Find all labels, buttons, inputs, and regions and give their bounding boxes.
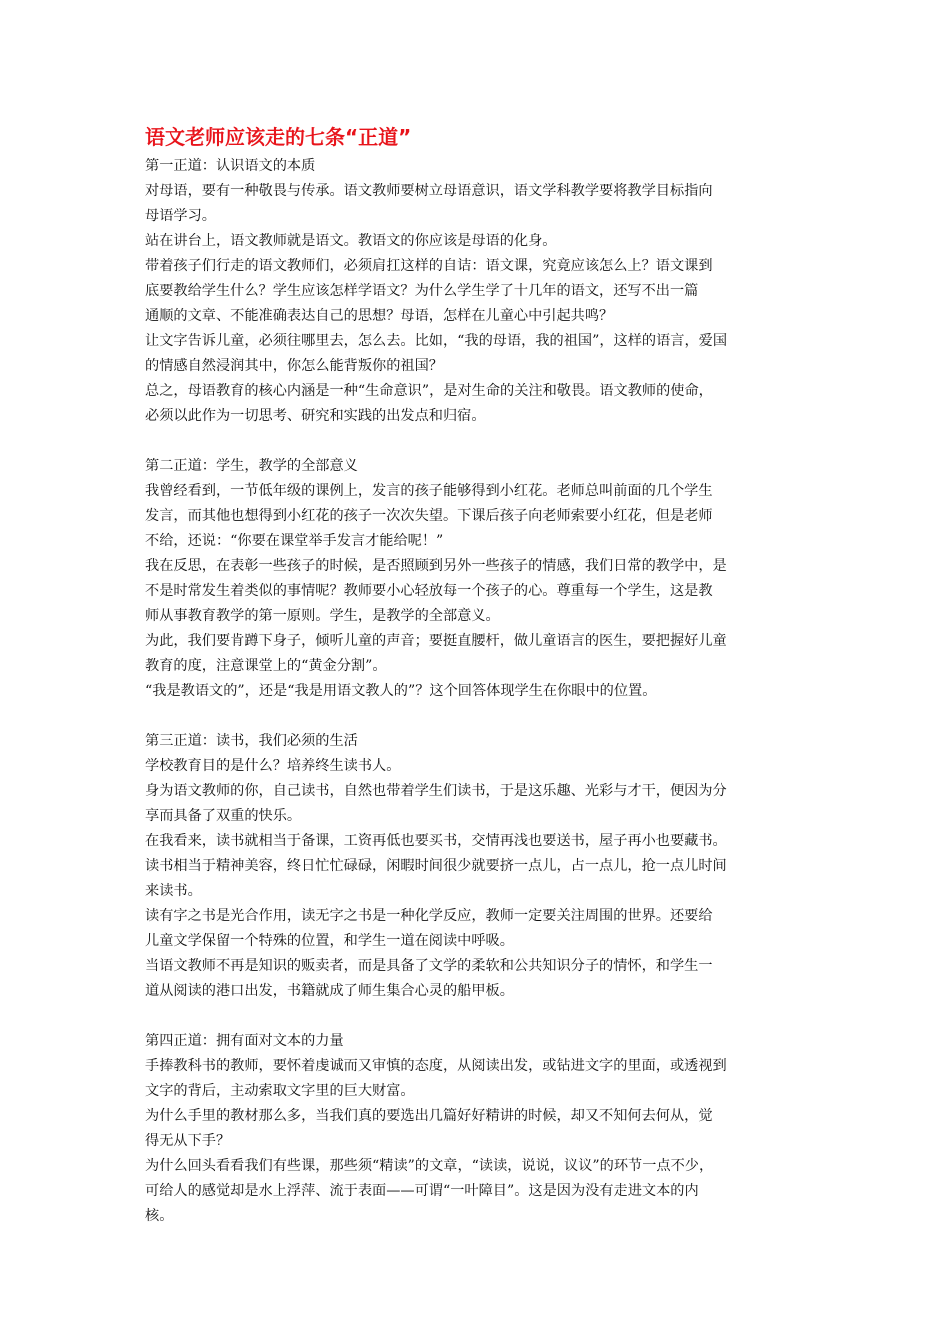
paragraph-line: 学校教育目的是什么？培养终生读书人。: [145, 758, 401, 774]
paragraph-line: 我曾经看到，一节低年级的课例上，发言的孩子能够得到小红花。老师总叫前面的几个学生: [145, 483, 713, 499]
paragraph-line: 对母语，要有一种敬畏与传承。语文教师要树立母语意识，语文学科教学要将教学目标指向: [145, 183, 713, 199]
paragraph-line: 道从阅读的港口出发，书籍就成了师生集合心灵的船甲板。: [145, 983, 514, 999]
paragraph-line: 文字的背后，主动索取文字里的巨大财富。: [145, 1083, 415, 1099]
section-heading: 第四正道：拥有面对文本的力量: [145, 1033, 344, 1049]
paragraph-line: 来读书。: [145, 883, 202, 899]
section-2: [145, 454, 813, 704]
paragraph-line: 带着孩子们行走的语文教师们，必须肩扛这样的自诘：语文课，究竟应该怎么上？语文课到: [145, 258, 713, 274]
paragraph-line: 手捧教科书的教师，要怀着虔诚而又审慎的态度，从阅读出发，或钻进文字的里面，或透视到: [145, 1058, 727, 1074]
paragraph-line: 师从事教育教学的第一原则。学生，是教学的全部意义。: [145, 608, 500, 624]
paragraph-line: 读有字之书是光合作用，读无字之书是一种化学反应，教师一定要关注周围的世界。还要给: [145, 908, 713, 924]
paragraph-line: 享而具备了双重的快乐。: [145, 808, 302, 824]
paragraph-line: 发言，而其他也想得到小红花的孩子一次次失望。下课后孩子向老师索要小红花，但是老师: [145, 508, 713, 524]
section-heading: 第一正道：认识语文的本质: [145, 158, 316, 174]
paragraph-line: 不给，还说：“你要在课堂举手发言才能给呢！”: [145, 533, 444, 549]
paragraph-line: “我是教语文的”，还是“我是用语文教人的”？这个回答体现学生在你眼中的位置。: [145, 683, 657, 699]
paragraph-line: 的情感自然浸润其中，你怎么能背叛你的祖国？: [145, 358, 443, 374]
paragraph-line: 读书相当于精神美容，终日忙忙碌碌，闲暇时间很少就要挤一点儿，占一点儿，抢一点儿时间: [145, 858, 727, 874]
section-1: [145, 154, 813, 429]
section-4: [145, 1029, 813, 1229]
paragraph-line: 我在反思，在表彰一些孩子的时候，是否照顾到另外一些孩子的情感，我们日常的教学中，是: [145, 558, 727, 574]
paragraph-line: 为此，我们要肯蹲下身子，倾听儿童的声音；要挺直腰杆，做儿童语言的医生，要把握好儿童: [145, 633, 727, 649]
paragraph-line: 母语学习。: [145, 208, 216, 224]
paragraph-line: 总之，母语教育的核心内涵是一种“生命意识”，是对生命的关注和敬畏。语文教师的使命，: [145, 383, 713, 399]
document-title: 语文老师应该走的七条“正道”: [145, 125, 412, 149]
paragraph-line: 教育的度，注意课堂上的“黄金分割”。: [145, 658, 387, 674]
paragraph-line: 当语文教师不再是知识的贩卖者，而是具备了文学的柔软和公共知识分子的情怀，和学生一: [145, 958, 713, 974]
document-body: [145, 154, 813, 1229]
paragraph-line: 不是时常发生着类似的事情呢？教师要小心轻放每一个孩子的心。尊重每一个学生，这是教: [145, 583, 713, 599]
document-page: [145, 122, 813, 1229]
paragraph-line: 让文字告诉儿童，必须往哪里去，怎么去。比如，“我的母语，我的祖国”，这样的语言，爱国: [145, 333, 728, 349]
paragraph-line: 在我看来，读书就相当于备课，工资再低也要买书，交情再浅也要送书，屋子再小也要藏书。: [145, 833, 727, 849]
paragraph-line: 必须以此作为一切思考、研究和实践的出发点和归宿。: [145, 408, 486, 424]
paragraph-line: 为什么回头看看我们有些课，那些须“精读”的文章，“读读，说说，议议”的环节一点不少，: [145, 1158, 714, 1174]
paragraph-line: 站在讲台上，语文教师就是语文。教语文的你应该是母语的化身。: [145, 233, 557, 249]
section-3: [145, 729, 813, 1004]
paragraph-line: 通顺的文章、不能准确表达自己的思想？母语，怎样在儿童心中引起共鸣？: [145, 308, 614, 324]
section-heading: 第三正道：读书，我们必须的生活: [145, 733, 358, 749]
section-heading: 第二正道：学生，教学的全部意义: [145, 458, 358, 474]
paragraph-line: 得无从下手？: [145, 1133, 231, 1149]
paragraph-line: 为什么手里的教材那么多，当我们真的要选出几篇好好精讲的时候，却又不知何去何从，觉: [145, 1108, 713, 1124]
paragraph-line: 底要教给学生什么？学生应该怎样学语文？为什么学生学了十几年的语文，还写不出一篇: [145, 283, 699, 299]
paragraph-line: 儿童文学保留一个特殊的位置，和学生一道在阅读中呼吸。: [145, 933, 514, 949]
paragraph-line: 核。: [145, 1208, 174, 1224]
paragraph-line: 身为语文教师的你，自己读书，自然也带着学生们读书，于是这乐趣、光彩与才干，便因为分: [145, 783, 727, 799]
paragraph-line: 可给人的感觉却是水上浮萍、流于表面——可谓“一叶障目”。这是因为没有走进文本的内: [145, 1183, 699, 1199]
